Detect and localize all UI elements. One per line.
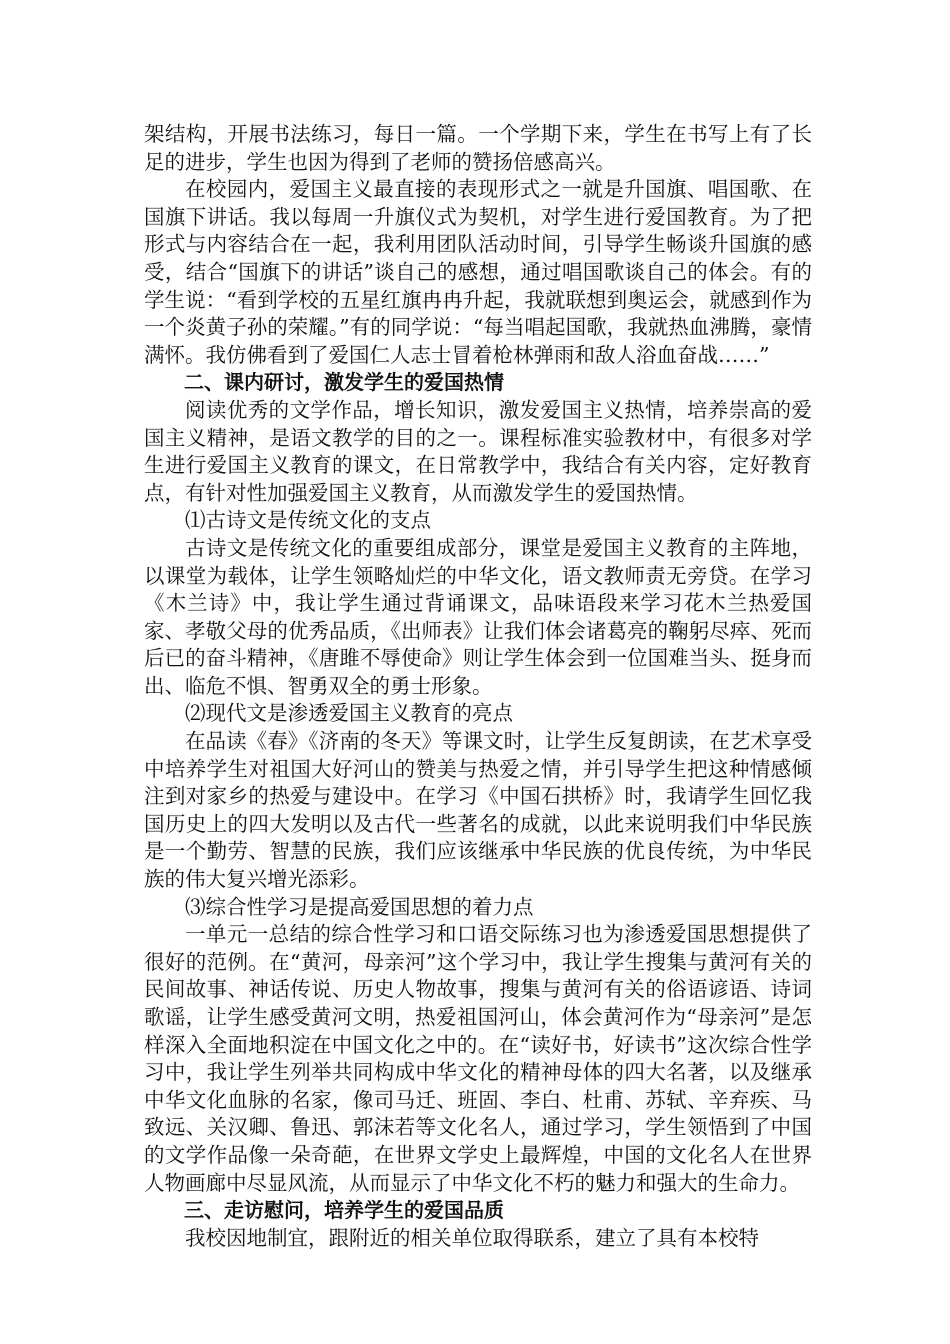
paragraph-modern-prose: 在品读《春》《济南的冬天》等课文时，让学生反复朗读，在艺术享受中培养学生对祖国大好河山的赞美与热爱之情，并引导学生把这种情感倾注到对家乡的热爱与建设中。在学习《中国石拱桥》时，我请学生回忆我国历史上的四大发明以及古代一些著名的成就，以此来说明我们中华民族是一个勤劳、智慧的民族，我们应该继承中华民族的优良传统，为中华民族的伟大复兴增光添彩。 bbox=[144, 729, 812, 892]
subheading-classical-poetry: ⑴古诗文是传统文化的支点 bbox=[185, 508, 431, 533]
paragraph-continuation: 架结构，开展书法练习，每日一篇。一个学期下来，学生在书写上有了长足的进步，学生也因为得到了老师的赞扬倍感高兴。 bbox=[144, 122, 812, 174]
subheading-modern-prose: ⑵现代文是渗透爱国主义教育的亮点 bbox=[185, 701, 513, 726]
paragraph-flag-raising: 在校园内，爱国主义最直接的表现形式之一就是升国旗、唱国歌、在国旗下讲话。我以每周一升旗仪式为契机，对学生进行爱国教育。为了把形式与内容结合在一起，我利用团队活动时间，引导学生畅谈升国旗的感受，结合“国旗下的讲话”谈自己的感想，通过唱国歌谈自己的体会。有的学生说：“看到学校的五星红旗冉冉升起，我就联想到奥运会，就感到作为一个炎黄子孙的荣耀。”有的同学说：“每当唱起国歌，我就热血沸腾，豪情满怀。我仿佛看到了爱国仁人志士冒着枪林弹雨和敌人浴血奋战……” bbox=[144, 177, 812, 367]
subheading-comprehensive-study: ⑶综合性学习是提高爱国思想的着力点 bbox=[185, 894, 534, 919]
document-page bbox=[144, 121, 812, 1252]
paragraph-literary-works: 阅读优秀的文学作品，增长知识，激发爱国主义热情，培养崇高的爱国主义精神，是语文教学的目的之一。课程标准实验教材中，有很多对学生进行爱国主义教育的课文，在日常教学中，我结合有关内容，定好教育点，有针对性加强爱国主义教育，从而激发学生的爱国热情。 bbox=[144, 397, 812, 505]
paragraph-classical-poetry: 古诗文是传统文化的重要组成部分，课堂是爱国主义教育的主阵地，以课堂为载体，让学生领略灿烂的中华文化，语文教师责无旁贷。在学习《木兰诗》中，我让学生通过背诵课文，品味语段来学习花木兰热爱国家、孝敬父母的优秀品质，《出师表》让我们体会诸葛亮的鞠躬尽瘁、死而后已的奋斗精神，《唐雎不辱使命》则让学生体会到一位国难当头、挺身而出、临危不惧、智勇双全的勇士形象。 bbox=[144, 535, 812, 698]
paragraph-visits: 我校因地制宜，跟附近的相关单位取得联系，建立了具有本校特 bbox=[185, 1225, 759, 1250]
paragraph-comprehensive-study: 一单元一总结的综合性学习和口语交际练习也为渗透爱国思想提供了很好的范例。在“黄河，母亲河”这个学习中，我让学生搜集与黄河有关的民间故事、神话传说、历史人物故事，搜集与黄河有关的俗语谚语、诗词歌谣，让学生感受黄河文明，热爱祖国河山，体会黄河作为“母亲河”是怎样深入全面地积淀在中国文化之中的。在“读好书，好读书”这次综合性学习中，我让学生列举共同构成中华文化的精神母体的四大名著，以及继承中华文化血脉的名家，像司马迁、班固、李白、杜甫、苏轼、辛弃疾、马致远、关汉卿、鲁迅、郭沫若等文化名人，通过学习，学生领悟到了中国的文学作品像一朵奇葩，在世界文学史上最辉煌，中国的文化名人在世界人物画廊中尽显风流，从而显示了中华文化不朽的魅力和强大的生命力。 bbox=[144, 922, 812, 1195]
section-heading-3: 三、走访慰问，培养学生的爱国品质 bbox=[184, 1198, 504, 1223]
section-heading-2: 二、课内研讨，激发学生的爱国热情 bbox=[184, 370, 504, 395]
